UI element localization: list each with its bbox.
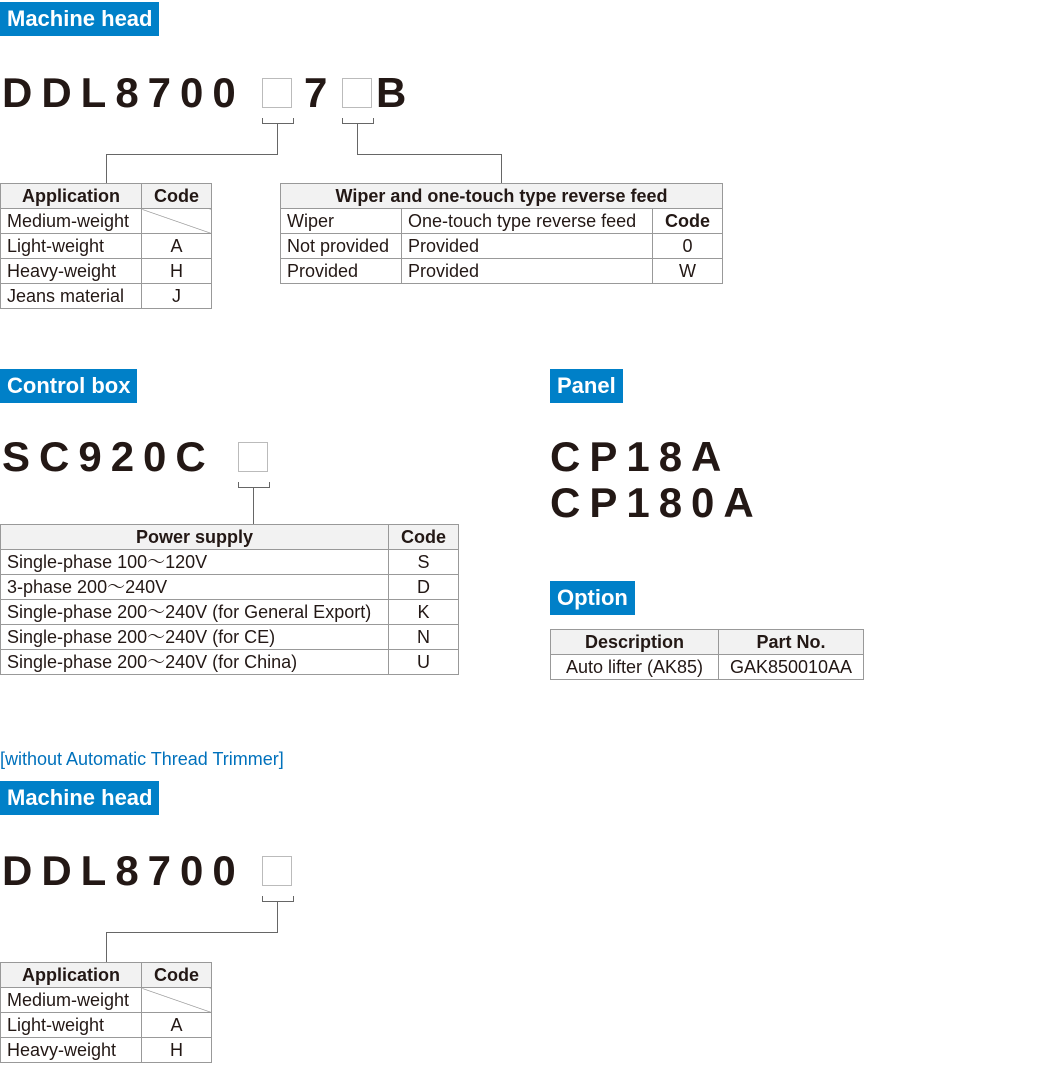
connector-line xyxy=(106,932,278,933)
cell-power: Single-phase 200〜240V (for CE) xyxy=(1,625,389,650)
panel-model-1: CP18A xyxy=(550,433,731,480)
power-code-box xyxy=(238,442,268,472)
table-row xyxy=(1,1013,212,1038)
connector-line xyxy=(357,154,502,155)
column-header: Wiper xyxy=(281,209,402,234)
bracket-application xyxy=(262,118,294,124)
table-row xyxy=(1,575,459,600)
section-header-machine-head-2: Machine head xyxy=(0,781,159,815)
cell-code: 0 xyxy=(653,234,723,259)
column-header: Power supply xyxy=(1,525,389,550)
cell-code: D xyxy=(389,575,459,600)
section-note: [without Automatic Thread Trimmer] xyxy=(0,749,284,769)
cell-application: Light-weight xyxy=(1,234,142,259)
cell-code: K xyxy=(389,600,459,625)
cell-code-empty xyxy=(142,988,212,1013)
connector-line xyxy=(253,488,254,524)
panel-model-2: CP180A xyxy=(550,479,763,526)
machine-head-model-2: DDL8700 xyxy=(2,847,245,894)
connector-line xyxy=(106,932,107,962)
section-header-panel: Panel xyxy=(550,369,623,403)
table-row xyxy=(1,650,459,675)
table-header-row xyxy=(281,209,723,234)
connector-line xyxy=(277,902,278,932)
table-row xyxy=(1,988,212,1013)
cell-code: H xyxy=(142,259,212,284)
cell-application: Light-weight xyxy=(1,1013,142,1038)
connector-line xyxy=(277,124,278,154)
cell-code: S xyxy=(389,550,459,575)
bracket-power xyxy=(238,482,270,488)
wiper-code-box xyxy=(342,78,372,108)
table-header-row xyxy=(551,630,864,655)
column-header: Description xyxy=(551,630,719,655)
cell-code-empty xyxy=(142,209,212,234)
cell-part-no: GAK850010AA xyxy=(719,655,864,680)
table-header-row xyxy=(1,963,212,988)
bracket-wiper xyxy=(342,118,374,124)
column-header: Code xyxy=(142,963,212,988)
cell-reverse-feed: Provided xyxy=(402,259,653,284)
machine-head-model xyxy=(2,68,245,118)
model-mid-digit: 7 xyxy=(304,69,337,116)
table-row xyxy=(1,259,212,284)
connector-line xyxy=(357,124,358,154)
power-supply-table xyxy=(0,524,459,675)
cell-application: Medium-weight xyxy=(1,209,142,234)
table-row xyxy=(1,550,459,575)
section-header-machine-head: Machine head xyxy=(0,2,159,36)
wiper-table xyxy=(280,183,723,284)
cell-power: Single-phase 200〜240V (for China) xyxy=(1,650,389,675)
table-row xyxy=(281,259,723,284)
table-title: Wiper and one-touch type reverse feed xyxy=(281,184,723,209)
column-header: Code xyxy=(142,184,212,209)
cell-application: Jeans material xyxy=(1,284,142,309)
application-code-box xyxy=(262,78,292,108)
table-row xyxy=(1,234,212,259)
table-row xyxy=(1,209,212,234)
control-box-model: SC920C xyxy=(2,433,215,480)
bracket-application-2 xyxy=(262,896,294,902)
cell-code: W xyxy=(653,259,723,284)
table-header-row xyxy=(1,525,459,550)
cell-code: A xyxy=(142,234,212,259)
table-header-row xyxy=(1,184,212,209)
cell-code: J xyxy=(142,284,212,309)
model-suffix: B xyxy=(376,69,416,116)
cell-description: Auto lifter (AK85) xyxy=(551,655,719,680)
model-prefix: DDL8700 xyxy=(2,69,245,116)
table-row xyxy=(1,600,459,625)
cell-application: Medium-weight xyxy=(1,988,142,1013)
application-code-box-2 xyxy=(262,856,292,886)
section-header-control-box: Control box xyxy=(0,369,137,403)
application-table-2 xyxy=(0,962,212,1063)
section-header-option: Option xyxy=(550,581,635,615)
cell-code: N xyxy=(389,625,459,650)
table-row xyxy=(1,625,459,650)
cell-wiper: Provided xyxy=(281,259,402,284)
connector-line xyxy=(501,154,502,183)
column-header: One-touch type reverse feed xyxy=(402,209,653,234)
cell-power: Single-phase 200〜240V (for General Export) xyxy=(1,600,389,625)
cell-power: Single-phase 100〜120V xyxy=(1,550,389,575)
connector-line xyxy=(106,154,278,155)
table-row xyxy=(1,284,212,309)
application-table xyxy=(0,183,212,309)
cell-wiper: Not provided xyxy=(281,234,402,259)
column-header: Code xyxy=(389,525,459,550)
column-header: Application xyxy=(1,184,142,209)
table-row xyxy=(281,234,723,259)
cell-reverse-feed: Provided xyxy=(402,234,653,259)
cell-code: U xyxy=(389,650,459,675)
table-row xyxy=(1,1038,212,1063)
cell-code: A xyxy=(142,1013,212,1038)
cell-application: Heavy-weight xyxy=(1,1038,142,1063)
option-table xyxy=(550,629,864,680)
table-title-row xyxy=(281,184,723,209)
column-header: Part No. xyxy=(719,630,864,655)
table-row xyxy=(551,655,864,680)
connector-line xyxy=(106,154,107,183)
cell-power: 3-phase 200〜240V xyxy=(1,575,389,600)
column-header: Code xyxy=(653,209,723,234)
cell-code: H xyxy=(142,1038,212,1063)
cell-application: Heavy-weight xyxy=(1,259,142,284)
column-header: Application xyxy=(1,963,142,988)
